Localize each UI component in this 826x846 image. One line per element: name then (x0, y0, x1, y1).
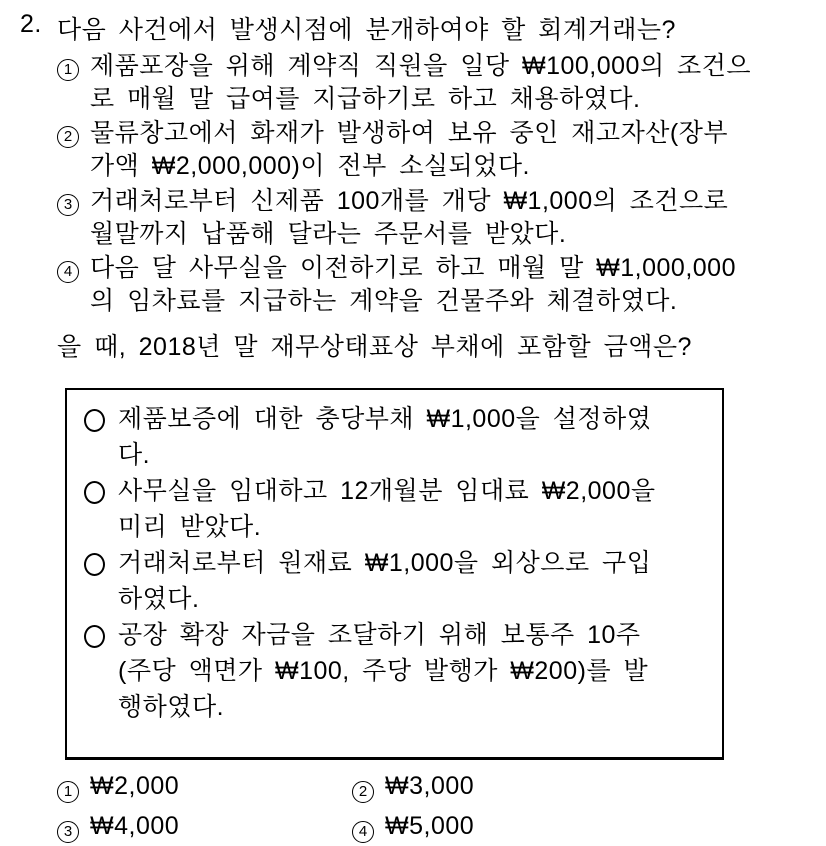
q3-answer-1 (57, 772, 179, 803)
circled-number-icon: 4 (352, 821, 374, 843)
choice-2-text (90, 117, 728, 183)
circled-number-icon: 3 (57, 821, 79, 843)
choice-4-marker (57, 252, 90, 283)
choice-1-marker (57, 50, 90, 81)
answer-1-marker (57, 772, 90, 803)
box-item-4-line-1: 공장 확장 자금을 조달하기 위해 보통주 10주 (118, 621, 641, 649)
choice-3-marker (57, 185, 90, 216)
box-item-2-text (118, 473, 656, 545)
choice-4-line-1: 다음 달 사무실을 이전하기로 하고 매월 말 ₩1,000,000 (90, 254, 736, 282)
box-item-3-line-1: 거래처로부터 원재료 ₩1,000을 외상으로 구입 (118, 549, 652, 577)
q2-choice-3 (57, 185, 728, 251)
choice-1-text (90, 50, 751, 116)
circled-number-icon: 4 (57, 261, 79, 283)
choice-4-text (90, 252, 736, 318)
box-item-4-text (118, 617, 648, 725)
q2-choice-4 (57, 252, 736, 318)
answer-1-value: ₩2,000 (90, 772, 180, 800)
circled-number-icon: 3 (57, 194, 79, 216)
question-text: 다음 사건에서 발생시점에 분개하여야 할 회계거래는? (57, 16, 676, 44)
circled-number-icon: 1 (57, 59, 79, 81)
q2-choice-2 (57, 117, 728, 183)
circle-bullet-icon (84, 401, 118, 432)
choice-2-marker (57, 117, 90, 148)
box-item-1-text (118, 401, 651, 473)
circle-bullet-icon (84, 617, 118, 648)
answer-3-value: ₩4,000 (90, 812, 180, 840)
choice-1-line-1: 제품포장을 위해 계약직 직원을 일당 ₩100,000의 조건으 (90, 52, 751, 80)
box-item-1-line-1: 제품보증에 대한 충당부채 ₩1,000을 설정하였 (118, 405, 652, 433)
choice-2-line-2: 가액 ₩2,000,000)이 전부 소실되었다. (90, 152, 530, 180)
answer-2-value: ₩3,000 (385, 772, 475, 800)
q3-answer-4 (352, 812, 474, 843)
box-item-1 (84, 401, 712, 473)
circle-bullet-icon (84, 545, 118, 576)
question-2-title (20, 10, 676, 46)
box-item-2-line-2: 미리 받았다. (118, 513, 262, 541)
box-item-3-text (118, 545, 651, 617)
answer-4-value: ₩5,000 (385, 812, 475, 840)
choice-2-line-1: 물류창고에서 화재가 발생하여 보유 중인 재고자산(장부 (90, 119, 729, 147)
q3-stem-continuation: 을 때, 2018년 말 재무상태표상 부채에 포함할 금액은? (57, 333, 692, 361)
circled-number-icon: 2 (352, 781, 374, 803)
box-item-1-line-2: 다. (118, 441, 151, 469)
box-item-4-line-2: (주당 액면가 ₩100, 주당 발행가 ₩200)를 발 (118, 657, 649, 685)
circled-number-icon: 1 (57, 781, 79, 803)
q3-answer-3 (57, 812, 179, 843)
box-item-4 (84, 617, 712, 725)
circle-bullet-icon (84, 473, 118, 504)
question-number: 2. (20, 10, 42, 38)
box-item-4-line-3: 행하였다. (118, 693, 225, 721)
box-item-3-line-2: 하였다. (118, 585, 200, 613)
choice-4-line-2: 의 임차료를 지급하는 계약을 건물주와 체결하였다. (90, 287, 678, 315)
circled-number-icon: 2 (57, 126, 79, 148)
answer-3-marker (57, 812, 90, 843)
answer-2-marker (352, 772, 385, 803)
choice-3-line-1: 거래처로부터 신제품 100개를 개당 ₩1,000의 조건으로 (90, 187, 729, 215)
box-item-2-line-1: 사무실을 임대하고 12개월분 임대료 ₩2,000을 (118, 477, 656, 505)
box-item-3 (84, 545, 712, 617)
answer-4-marker (352, 812, 385, 843)
condition-box (65, 388, 724, 760)
choice-3-text (90, 185, 728, 251)
box-item-2 (84, 473, 712, 545)
choice-1-line-2: 로 매월 말 급여를 지급하기로 하고 채용하였다. (90, 85, 641, 113)
choice-3-line-2: 월말까지 납품해 달라는 주문서를 받았다. (90, 220, 567, 248)
q2-choice-1 (57, 50, 751, 116)
q3-answer-2 (352, 772, 474, 803)
